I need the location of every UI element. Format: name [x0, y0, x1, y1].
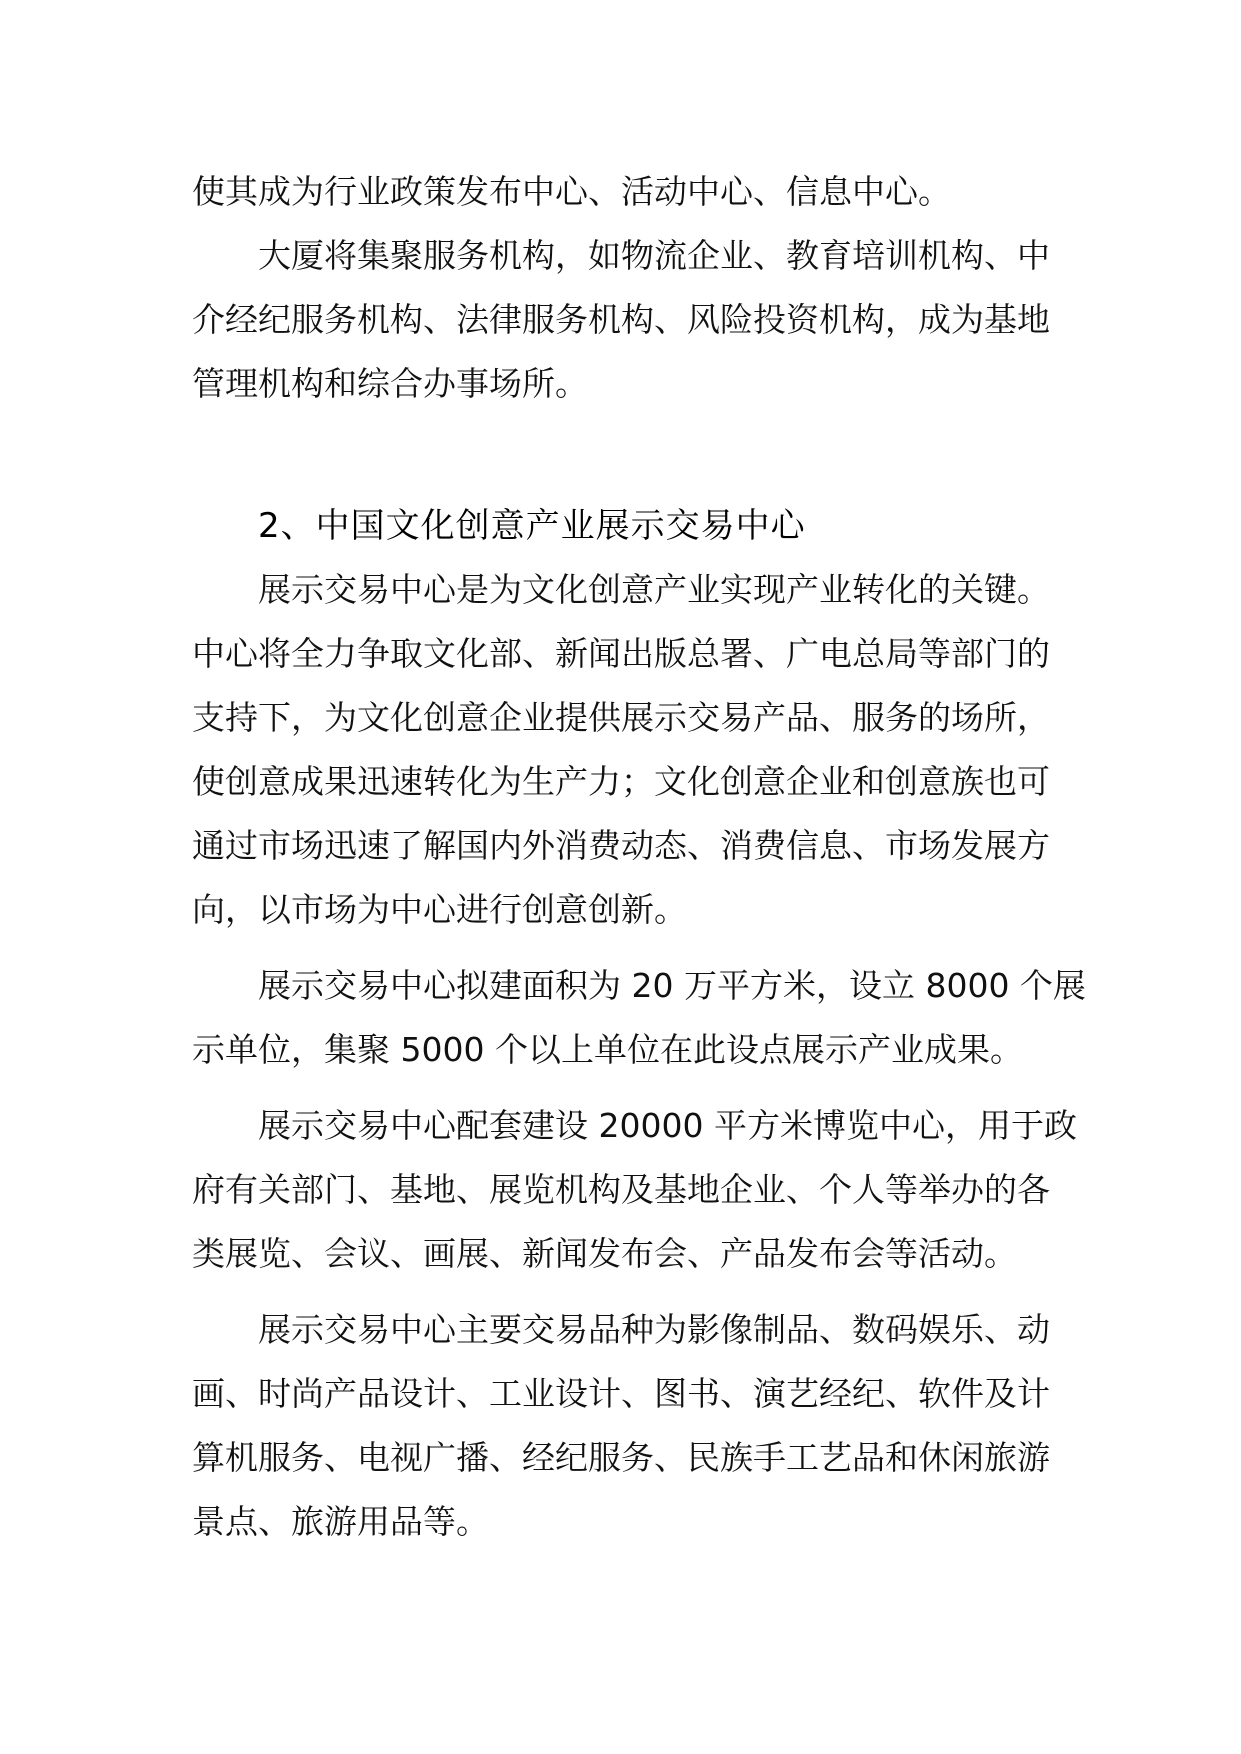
paragraph-line: 展示交易中心主要交易品种为影像制品、数码娱乐、动 [258, 1310, 1050, 1349]
paragraph-line: 介经纪服务机构、法律服务机构、风险投资机构，成为基地 [192, 300, 1050, 339]
paragraph-line: 算机服务、电视广播、经纪服务、民族手工艺品和休闲旅游 [192, 1438, 1050, 1477]
paragraph-line: 景点、旅游用品等。 [192, 1502, 489, 1541]
paragraph-line: 画、时尚产品设计、工业设计、图书、演艺经纪、软件及计 [192, 1374, 1050, 1413]
paragraph-line: 大厦将集聚服务机构，如物流企业、教育培训机构、中 [258, 236, 1050, 275]
paragraph-line: 向，以市场为中心进行创意创新。 [192, 890, 687, 929]
paragraph-line: 展示交易中心配套建设 20000 平方米博览中心，用于政 [258, 1106, 1077, 1145]
paragraph-line: 中心将全力争取文化部、新闻出版总署、广电总局等部门的 [192, 634, 1050, 673]
paragraph-line: 展示交易中心是为文化创意产业实现产业转化的关键。 [258, 570, 1050, 609]
paragraph-line: 示单位，集聚 5000 个以上单位在此设点展示产业成果。 [192, 1030, 1023, 1069]
section-heading: 2、中国文化创意产业展示交易中心 [258, 506, 806, 546]
paragraph-line: 类展览、会议、画展、新闻发布会、产品发布会等活动。 [192, 1234, 1017, 1273]
paragraph-line: 府有关部门、基地、展览机构及基地企业、个人等举办的各 [192, 1170, 1050, 1209]
paragraph-line: 展示交易中心拟建面积为 20 万平方米，设立 8000 个展 [258, 966, 1086, 1005]
paragraph-line: 使其成为行业政策发布中心、活动中心、信息中心。 [192, 172, 951, 211]
paragraph-line: 使创意成果迅速转化为生产力；文化创意企业和创意族也可 [192, 762, 1050, 801]
paragraph-line: 通过市场迅速了解国内外消费动态、消费信息、市场发展方 [192, 826, 1050, 865]
paragraph-line: 管理机构和综合办事场所。 [192, 364, 588, 403]
paragraph-line: 支持下，为文化创意企业提供展示交易产品、服务的场所， [192, 698, 1050, 737]
